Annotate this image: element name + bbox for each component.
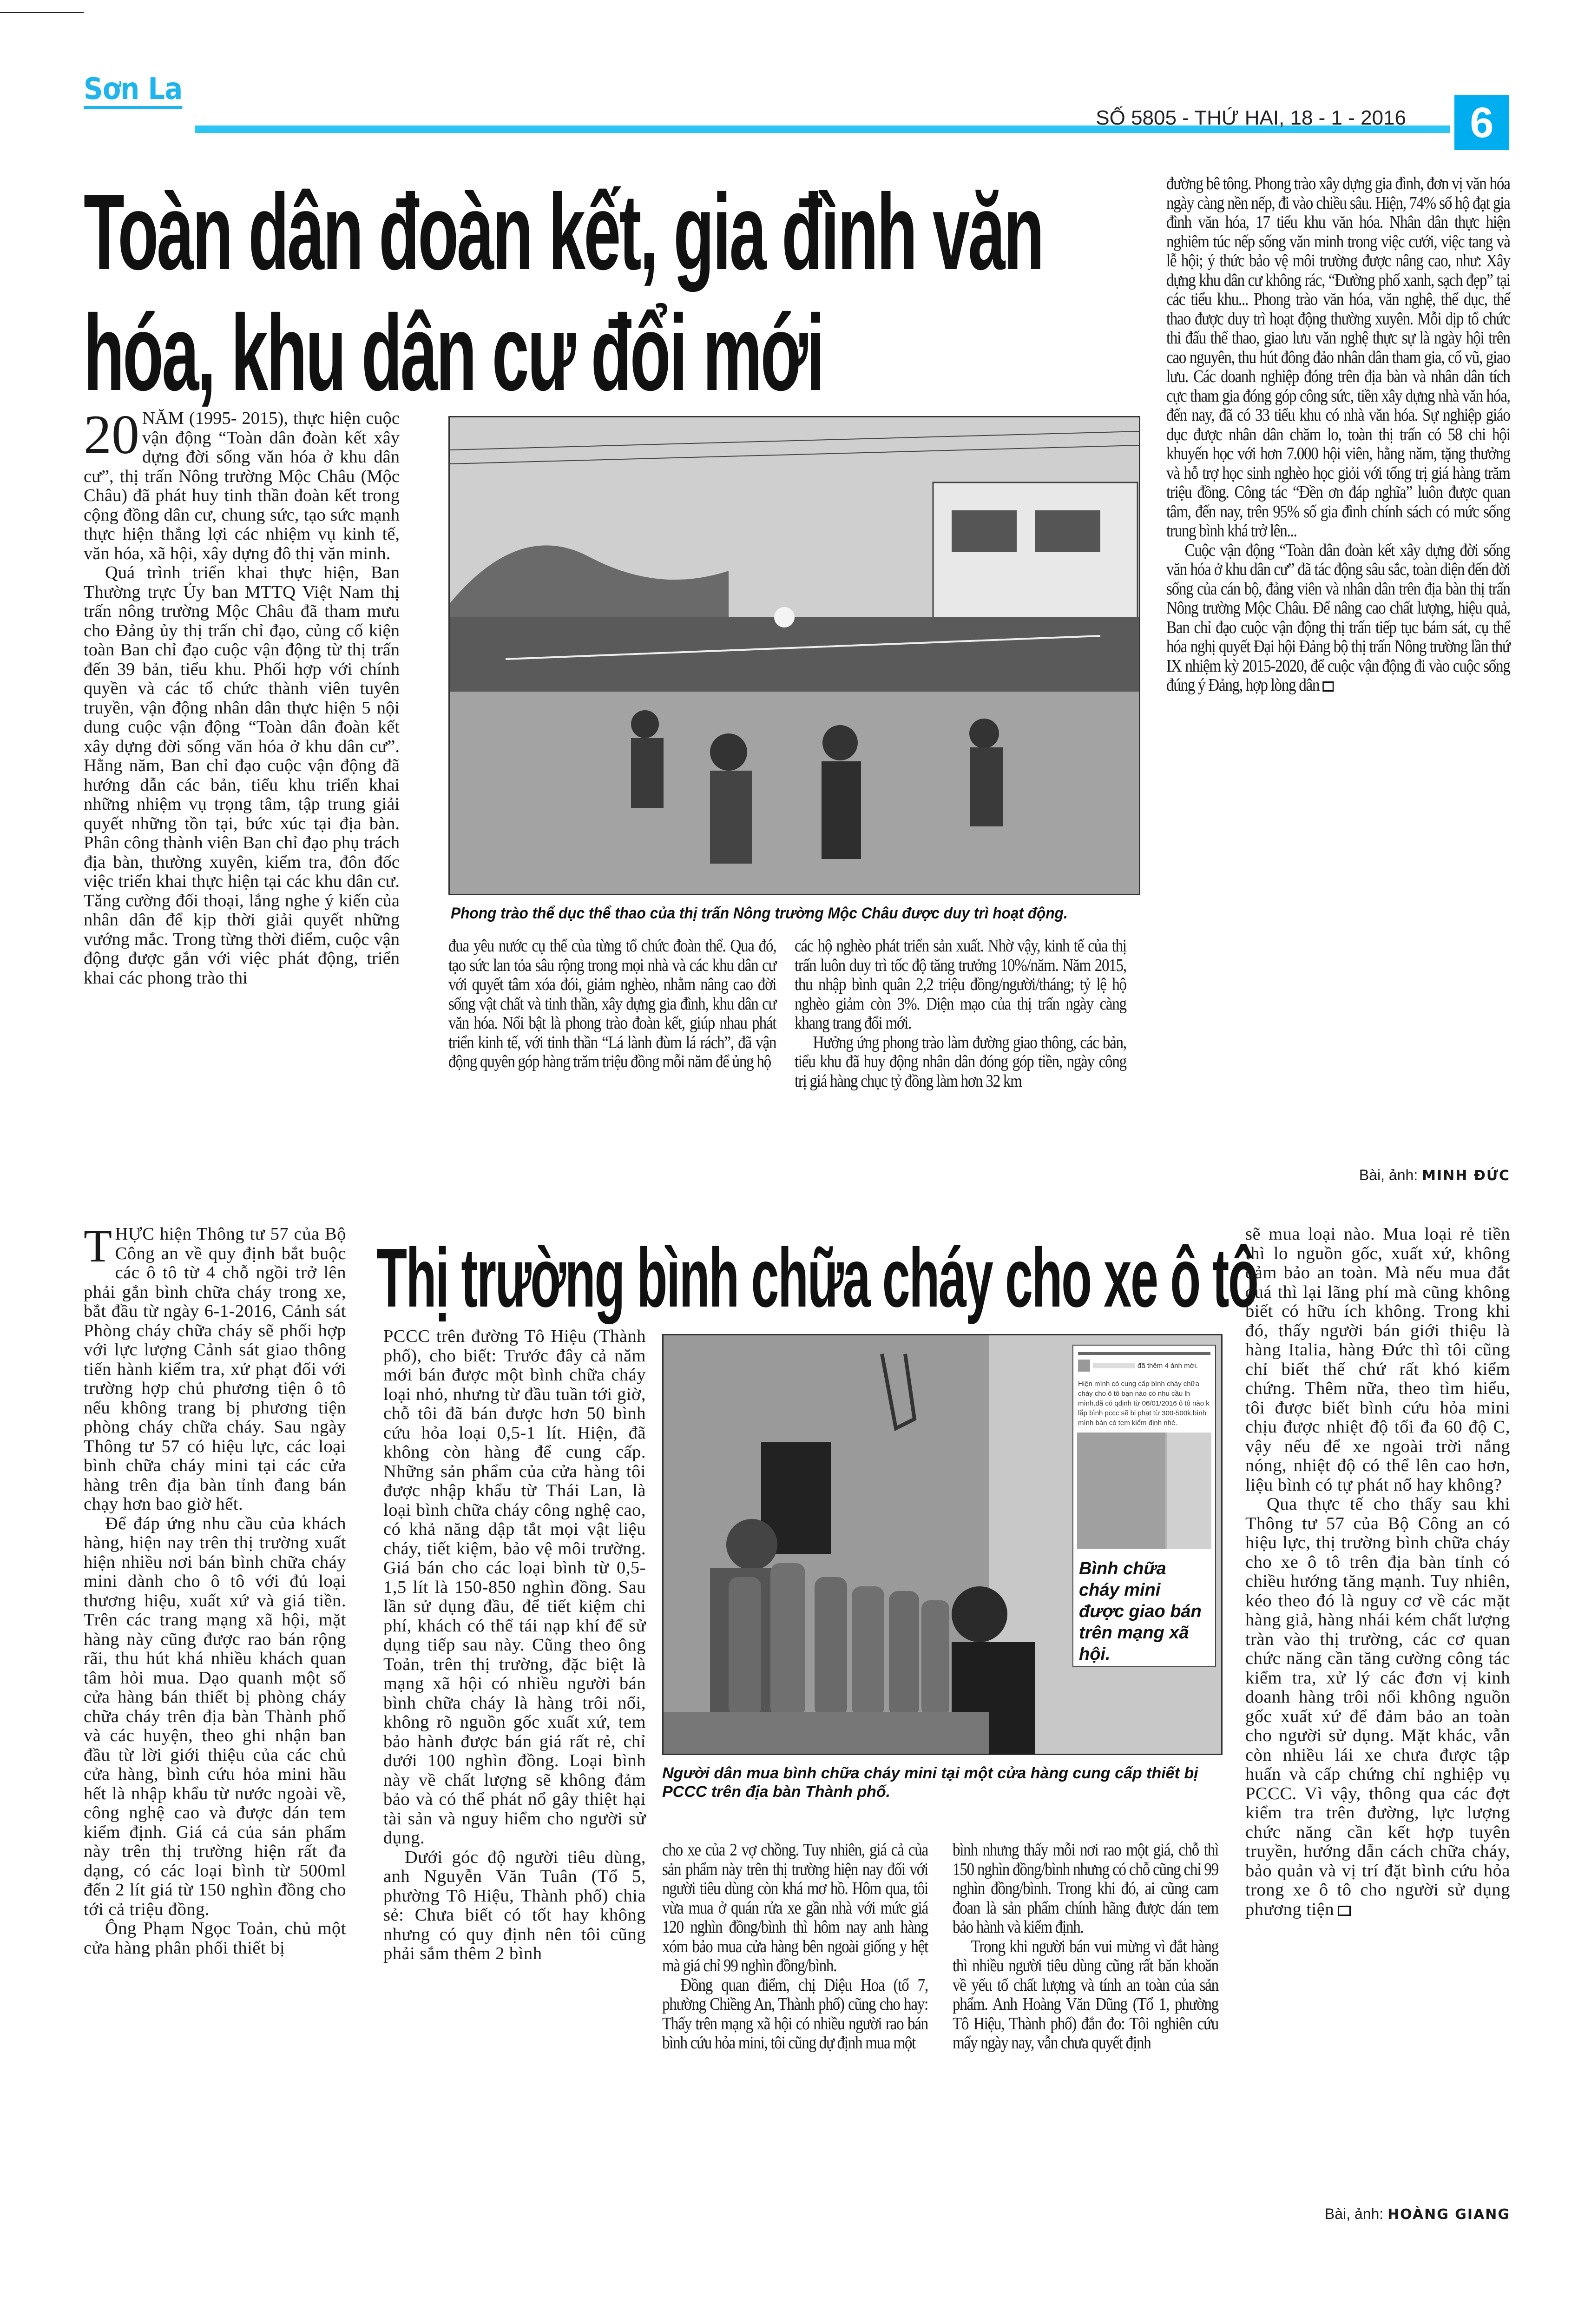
post-text: Hiện mình có cung cấp bình cháy chữa cháy cho ô tô bạn nào có nhu cầu lh mình.đã có qđịnh từ 06/01/2016 ô tô nào k lắp bình pccc sẽ bị phạt từ 300-500k.bình mình bán có tem kiểm định nhé. bbox=[1078, 1380, 1210, 1427]
paragraph: đường bê tông. Phong trào xây dựng gia đình, đơn vị văn hóa ngày càng nền nếp, đi vào chiều sâu. Hiện, 74% số hộ đạt gia đình văn hóa, 17 tiểu khu văn hóa. Nhân dân thực hiện nghiêm túc nếp sống văn minh trong việc cưới, việc tang và lễ hội; ý thức bảo vệ môi trường được nâng cao, như: Xây dựng khu dân cư không rác, “Đường phố xanh, sạch đẹp” tại các tiểu khu... Phong trào văn hóa, văn nghệ, thể dục, thể thao được duy trì hoạt động thường xuyên. Mỗi dịp tổ chức thi đấu thể thao, giao lưu văn nghệ thực sự là ngày hội trên cao nguyên, thu hút đông đảo nhân dân tham gia, cổ vũ, giao lưu. Các doanh nghiệp đóng trên địa bàn và nhân dân tích cực tham gia đóng góp công sức, tiền xây dựng nhà văn hóa, đến nay, đã có 33 tiểu khu có nhà văn hóa. Sự nghiệp giáo dục được nhân dân chăm lo, toàn thị trấn có 58 chi hội khuyến học với hơn 7.000 hội viên, hằng năm, tặng thưởng và hỗ trợ học sinh nghèo học giỏi với tổng trị giá hàng trăm triệu đồng. Công tác “Đền ơn đáp nghĩa” luôn được quan tâm, đến nay, trên 95% số gia đình chính sách có mức sống trung bình khá trở lên... bbox=[1166, 174, 1510, 541]
dropcap: 20 bbox=[84, 403, 139, 465]
volleyball-scene-image bbox=[450, 417, 1139, 894]
dropcap: T bbox=[84, 1220, 112, 1272]
article2-col2 bbox=[383, 1327, 646, 1964]
article2-col1 bbox=[84, 1220, 346, 1958]
extinguisher-thumbs-icon bbox=[1167, 1433, 1211, 1549]
issue-line: SỐ 5805 - THỨ HAI, 18 - 1 - 2016 bbox=[1096, 106, 1406, 129]
shop-photo-caption: Người dân mua bình chữa cháy mini tại một cửa hàng cung cấp thiết bị PCCC trên địa bàn Thành phố. bbox=[662, 1764, 1198, 1801]
paragraph: Hưởng ứng phong trào làm đường giao thông, các bản, tiểu khu đã huy động nhân dân đóng góp tiền, ngày công trị giá hàng chục tỷ đồng làm hơn 32 km bbox=[795, 1032, 1126, 1091]
paragraph: Trong khi người bán vui mừng vì đắt hàng thì nhiều người tiêu dùng cũng rất băn khoăn về yếu tố chất lượng và tính an toàn của sản phẩm. Anh Hoàng Văn Dũng (Tổ 1, phường Tô Hiệu, Thành phố) đắn đo: Tôi nghiên cứu mấy ngày nay, vẫn chưa quyết định bbox=[953, 1936, 1218, 2053]
section-name: Sơn La bbox=[84, 74, 182, 109]
byline-prefix: Bài, ảnh: bbox=[1324, 2205, 1384, 2222]
paragraph: đua yêu nước cụ thể của từng tổ chức đoàn thể. Qua đó, tạo sức lan tỏa sâu rộng trong mọi nhà và các khu dân cư với quyết tâm xóa đói, giảm nghèo, nhằm nâng cao đời sống vật chất và tinh thần, xây dựng gia đình, khu dân cư văn hóa. Nổi bật là phong trào đoàn kết, giúp nhau phát triển kinh tế, với tinh thần “Lá lành đùm lá rách”, đã vận động quyên góp hàng trăm triệu đồng mỗi năm để ủng hộ bbox=[448, 936, 776, 1071]
article2-col4 bbox=[953, 1841, 1218, 2053]
paragraph: các hộ nghèo phát triển sản xuất. Nhờ vậy, kinh tế của thị trấn luôn duy trì tốc độ tăng trưởng 10%/năm. Năm 2015, thu nhập bình quân 2,2 triệu đồng/người/tháng; tỷ lệ hộ nghèo giảm còn 3%. Diện mạo của thị trấn ngày càng khang trang đổi mới. bbox=[795, 936, 1126, 1033]
paragraph-text: HỰC hiện Thông tư 57 của Bộ Công an về quy định bắt buộc các ô tô từ 4 chỗ ngồi trở lên phải gắn bình chữa cháy trong xe, bắt đầu từ ngày 6-1-2016, Cảnh sát Phòng cháy chữa cháy sẽ phối hợp với lực lượng Cảnh sát giao thông tiến hành kiểm tra, xử phạt đối với trường hợp chủ phương tiện ô tô nếu không trang bị phương tiện phòng cháy chữa cháy. Sau ngày Thông tư 57 có hiệu lực, các loại bình chữa cháy mini tại các cửa hàng trên địa bàn tỉnh đang bán chạy hơn bao giờ hết. bbox=[84, 1224, 346, 1514]
end-mark-icon bbox=[1322, 681, 1334, 692]
post-header bbox=[1078, 1360, 1210, 1372]
article1-col1 bbox=[84, 403, 400, 988]
article1-col3 bbox=[795, 937, 1126, 1091]
lead-paragraph bbox=[84, 1220, 346, 1514]
end-mark-icon bbox=[1338, 1906, 1351, 1916]
extinguisher-photo-icon bbox=[1077, 1433, 1165, 1549]
shop-photo bbox=[662, 1334, 1223, 1755]
article1-title bbox=[84, 172, 1121, 414]
article1-title-text: Toàn dân đoàn kết, gia đình văn hóa, khu dân cư đổi mới bbox=[84, 172, 1043, 413]
paragraph bbox=[1166, 541, 1510, 695]
inset-caption: Bình chữa cháy mini được giao bán trên mạng xã hội. bbox=[1079, 1559, 1202, 1664]
sports-photo-caption: Phong trào thể dục thể thao của thị trấn Nông trường Mộc Châu được duy trì hoạt động. bbox=[451, 905, 1068, 922]
paragraph: PCCC trên đường Tô Hiệu (Thành phố), cho biết: Trước đây cả năm mới bán được một bình chữa cháy loại nhỏ, nhưng từ đầu tuần tới giờ, chỗ tôi đã bán được hơn 50 bình cứu hỏa loại 0,5-1 lít. Hiện, đã không còn hàng để cung cấp. Những sản phẩm của cửa hàng tôi được nhập khẩu từ Thái Lan, là loại bình chữa cháy công nghệ cao, có khả năng dập tắt mọi vật liệu cháy, tiết kiệm, bảo vệ môi trường. Giá bán cho các loại bình từ 0,5-1,5 lít là 150-850 nghìn đồng. Sau lần sử dụng đầu, để tiết kiệm chi phí, khách có thể tái nạp khí để sử dụng tiếp sau này. Cũng theo ông Toản, trên thị trường, đặc biệt là mạng xã hội có nhiều người bán bình chữa cháy là hàng trôi nổi, không rõ nguồn gốc xuất xứ, tem bảo hành được bán giá rất rẻ, chỉ dưới 100 nghìn đồng. Loại bình này về chất lượng sẽ không đảm bảo và có thể phát nổ gây thiệt hại tài sản và nguy hiểm cho người sử dụng. bbox=[383, 1327, 646, 1848]
paragraph: Đồng quan điểm, chị Diệu Hoa (tổ 7, phường Chiềng An, Thành phố) cũng cho hay: Thấy trên mạng xã hội có nhiều người rao bán bình cứu hỏa mini, tôi cũng dự định mua một bbox=[662, 1975, 928, 2053]
paragraph: Dưới góc độ người tiêu dùng, anh Nguyễn Văn Tuân (Tổ 5, phường Tô Hiệu, Thành phố) chia sẻ: Chưa biết có tốt hay không nhưng có quy định nên tôi cũng phải sắm thêm 2 bình bbox=[383, 1847, 646, 1963]
paragraph: sẽ mua loại nào. Mua loại rẻ tiền thì lo nguồn gốc, xuất xứ, không đảm bảo an toàn. Mà nếu mua đắt quá thì lại lãng phí mà cũng không biết có hữu ích không. Trong khi đó, thấy người bán giới thiệu là hàng Italia, hàng Đức thì tôi cũng chỉ biết thế chứ rất khó kiểm chứng. Thêm nữa, theo tìm hiểu, tôi được biết bình cứu hỏa mini chịu được nhiệt độ tối đa 60 độ C, vậy nếu để xe ngoài trời nắng nóng, nhiệt độ có thể lên cao hơn, liệu bình có tự phát nổ hay không? bbox=[1245, 1224, 1510, 1495]
paragraph: Để đáp ứng nhu cầu của khách hàng, hiện nay trên thị trường xuất hiện nhiều nơi bán bình chữa cháy mini dành cho ô tô với đủ loại thương hiệu, xuất xứ và giá tiền. Trên các trang mạng xã hội, mặt hàng này cũng được rao bán rộng rãi, thu hút khá nhiều khách quan tâm hỏi mua. Dạo quanh một số cửa hàng bán thiết bị phòng cháy chữa cháy trên địa bàn Thành phố và các huyện, theo ghi nhận ban đầu từ lời giới thiệu của các chủ cửa hàng, bình cứu hỏa mini hầu hết là nhập khẩu từ nước ngoài về, công nghệ cao và được dán tem kiểm định. Giá cả của sản phẩm này trên thị trường hiện rất đa dạng, có các loại bình từ 500ml đến 2 lít giá từ 150 nghìn đồng cho tới cả triệu đồng. bbox=[84, 1513, 346, 1919]
paragraph bbox=[1245, 1495, 1510, 1919]
article2-col3 bbox=[662, 1841, 928, 2053]
lead-paragraph bbox=[84, 403, 400, 563]
article2-byline bbox=[1208, 2205, 1510, 2223]
sports-photo bbox=[448, 416, 1140, 895]
paragraph: cho xe của 2 vợ chồng. Tuy nhiên, giá cả của sản phẩm này trên thị trường hiện nay đối với người tiêu dùng còn khá mơ hồ. Hôm qua, tôi vừa mua ở quán rửa xe gần nhà với mức giá 120 nghìn đồng/bình thì hôm nay anh hàng xóm bảo mua cửa hàng bên ngoài giống y hệt mà giá chỉ 99 nghìn đồng/bình. bbox=[662, 1840, 928, 1975]
paragraph: bình nhưng thấy mỗi nơi rao một giá, chỗ thì 150 nghìn đồng/bình nhưng có chỗ cũng chỉ 99 nghìn đồng/bình. Trong khi đó, ai cũng cam đoan là sản phẩm chính hãng được dán tem bảo hành và kiểm định. bbox=[953, 1840, 1218, 1937]
paragraph: Ông Phạm Ngọc Toản, chủ một cửa hàng phân phối thiết bị bbox=[84, 1919, 346, 1958]
article1-col4 bbox=[1166, 174, 1510, 695]
paragraph-text: Qua thực tế cho thấy sau khi Thông tư 57 của Bộ Công an có hiệu lực, thị trường bình chữa cháy cho xe ô tô trên địa bàn tỉnh có chiều hướng tăng mạnh. Tuy nhiên, kéo theo đó là nguy cơ về các mặt hàng giả, hàng nhái kém chất lượng tràn vào thị trường, các cơ quan chức năng cần tăng cường công tác kiểm tra, xử lý các đơn vị kinh doanh hàng trôi nổi không nguồn gốc xuất xứ để đảm bảo an toàn cho người sử dụng. Mặt khác, vẫn còn nhiều lái xe chưa được tập huấn và cấp chứng chỉ nghiệp vụ PCCC. Vì vậy, thông qua các đợt kiểm tra trên đường, lực lượng chức năng cần kết hợp tuyên truyền, hướng dẫn cách chữa cháy, bảo quản và vị trí đặt bình cứu hỏa trong xe ô tô cho người sử dụng phương tiện bbox=[1245, 1494, 1510, 1919]
paragraph-text: Cuộc vận động “Toàn dân đoàn kết xây dựng đời sống văn hóa ở khu dân cư” đã tác động sâu sắc, toàn diện đến đời sống của cán bộ, đảng viên và nhân dân trên địa bàn thị trấn Nông trường Mộc Châu. Để nâng cao chất lượng, hiệu quả, Ban chỉ đạo cuộc vận động thị trấn tiếp tục bám sát, cụ thể hóa nghị quyết Đại hội Đảng bộ thị trấn Nông trường lần thứ IX nhiệm kỳ 2015-2020, để cuộc vận động đi vào cuộc sống đúng ý Đảng, hợp lòng dân bbox=[1166, 540, 1510, 695]
byline-author: MINH ĐỨC bbox=[1422, 1168, 1510, 1184]
post-header-text: đã thêm 4 ảnh mới. bbox=[1137, 1361, 1198, 1370]
paragraph: Quá trình triển khai thực hiện, Ban Thường trực Ủy ban MTTQ Việt Nam thị trấn nông trường Mộc Châu đã tham mưu cho Đảng ủy thị trấn chỉ đạo, củng cố kiện toàn Ban chỉ đạo cuộc vận động từ thị trấn đến 39 bản, tiểu khu. Phối hợp với chính quyền và các tổ chức thành viên tuyên truyền, vận động nhân dân thực hiện 5 nội dung cuộc vận động “Toàn dân đoàn kết xây dựng đời sống văn hóa ở khu dân cư”. Hằng năm, Ban chỉ đạo cuộc vận động đã hướng dẫn các bản, tiểu khu triển khai những nhiệm vụ trọng tâm, tập trung giải quyết những tồn tại, bức xúc tại địa bàn. Phân công thành viên Ban chỉ đạo phụ trách địa bàn, thường xuyên, kiểm tra, đôn đốc việc triển khai thực hiện tại các khu dân cư. Tăng cường đối thoại, lắng nghe ý kiến của nhân dân để kịp thời giải quyết những vướng mắc. Trong từng thời điểm, cuộc vận động được gắn với việc phát động, triển khai các phong trào thi bbox=[84, 563, 400, 988]
byline-author: HOÀNG GIANG bbox=[1387, 2206, 1510, 2223]
top-rule bbox=[0, 12, 84, 13]
social-post bbox=[1078, 1352, 1210, 1428]
article2-col5 bbox=[1245, 1225, 1510, 1919]
article1-byline bbox=[1185, 1167, 1510, 1184]
page-number: 6 bbox=[1454, 95, 1509, 150]
social-post-inset bbox=[1072, 1345, 1216, 1667]
byline-prefix: Bài, ảnh: bbox=[1359, 1167, 1418, 1183]
article2-title: Thị trường bình chữa cháy cho xe ô tô bbox=[376, 1231, 1258, 1325]
paragraph-text: NĂM (1995- 2015), thực hiện cuộc vận động “Toàn dân đoàn kết xây dựng đời sống văn hóa ở khu dân cư”, thị trấn Nông trường Mộc Châu (Mộc Châu) đã phát huy tinh thần đoàn kết trong cộng đồng dân cư, chung sức, tạo sức mạnh thực hiện thắng lợi các nhiệm vụ kinh tế, văn hóa, xã hội, xây dựng đô thị văn minh. bbox=[84, 409, 400, 563]
article1-col2 bbox=[448, 937, 776, 1072]
blurred-name bbox=[1093, 1363, 1135, 1368]
post-images bbox=[1077, 1433, 1211, 1549]
avatar bbox=[1078, 1360, 1090, 1372]
